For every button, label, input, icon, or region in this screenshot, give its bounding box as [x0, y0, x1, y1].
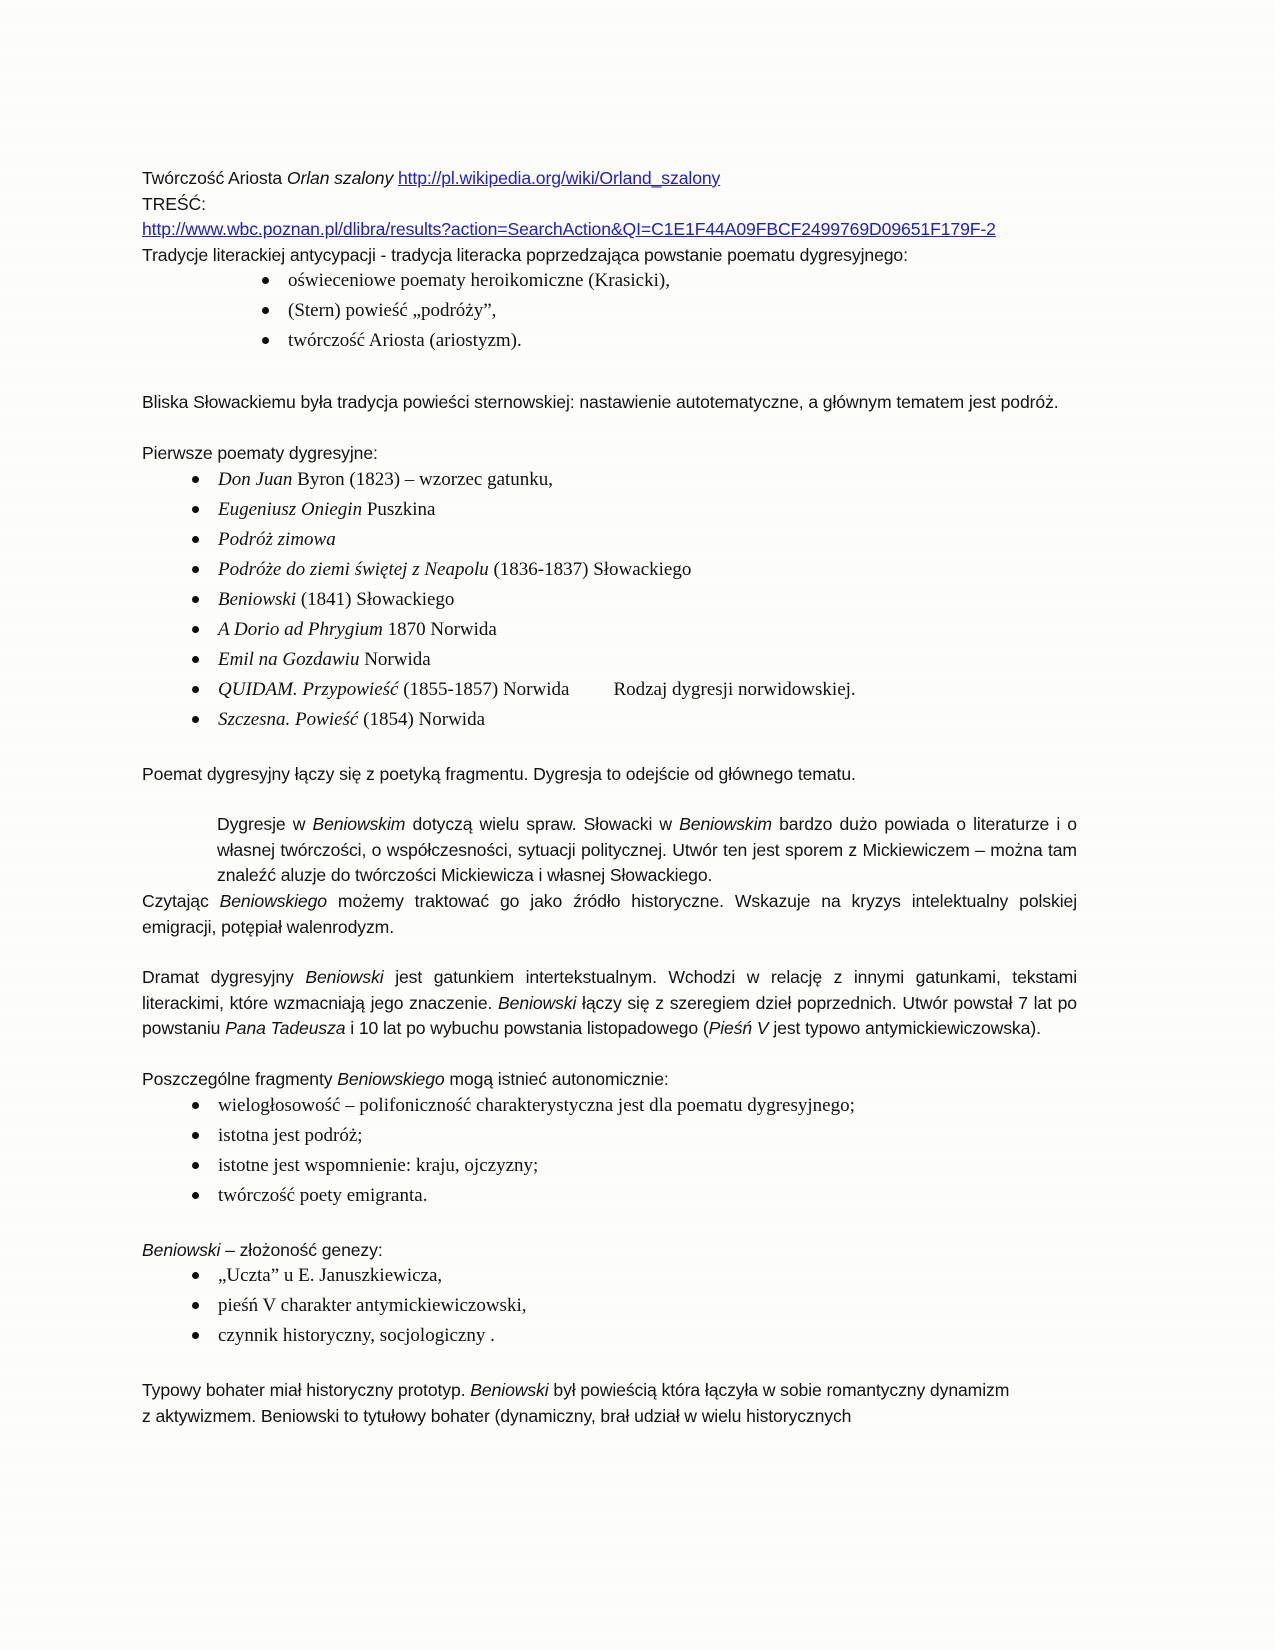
list-item	[184, 467, 1077, 492]
list-item: wielogłosowość – polifoniczność charakterystyczna jest dla poematu dygresyjnego;	[184, 1093, 1077, 1118]
spacer	[142, 940, 1077, 965]
list-item: (Stern) powieść „podróży”,	[254, 298, 1077, 323]
title-work-italic: Orlan szalony	[286, 168, 394, 188]
work-rest: 1870 Norwida	[382, 618, 497, 640]
list-item: oświeceniowe poematy heroikomiczne (Krasicki),	[254, 268, 1077, 293]
tradycje-list	[254, 268, 1077, 353]
work-title: Beniowski	[305, 967, 384, 988]
work-rest: Norwida	[359, 648, 431, 670]
ostatni-paragraph: z aktywizmem. Beniowski to tytułowy bohater (dynamiczny, brał udział w wielu historycznych	[142, 1405, 852, 1426]
work-title: Beniowski	[470, 1380, 549, 1401]
work-title: Pieśń V	[708, 1018, 769, 1039]
text-run: Poszczególne fragmenty	[142, 1068, 338, 1089]
list-item: czynnik historyczny, socjologiczny .	[184, 1323, 1077, 1348]
work-title: Pana Tadeusza	[225, 1018, 346, 1039]
list-item: twórczość Ariosta (ariostyzm).	[254, 328, 1077, 353]
text-run: Dygresje w	[217, 814, 313, 835]
work-rest: Puszkina	[362, 498, 436, 520]
work-rest: Byron (1823) – wzorzec gatunku,	[292, 468, 554, 490]
poszczegolne-list	[184, 1093, 1077, 1208]
dlibra-link[interactable]: http://www.wbc.poznan.pl/dlibra/results?action=SearchAction&QI=C1E1F44A09FBCF2499769D09651F179F-2	[142, 219, 996, 240]
text-run: dotyczą wielu spraw. Słowacki w	[405, 814, 680, 835]
document-body	[142, 166, 1077, 1429]
work-rest: (1854) Norwida	[358, 708, 486, 730]
dygresje-paragraph	[217, 812, 1077, 889]
work-title: Beniowskiego	[219, 890, 327, 911]
text-run: był powieścią która łączyła w sobie romantyczny dynamizm	[548, 1380, 1010, 1401]
list-item: istotna jest podróż;	[184, 1123, 1077, 1148]
text-run: łączy się z szeregiem dzieł poprzednich. Utwór powstał 7 lat po powstaniu	[142, 992, 1077, 1039]
spacer	[142, 416, 1077, 441]
text-run: Dramat dygresyjny	[142, 967, 306, 988]
tradycje-heading: Tradycje literackiej antycypacji - tradycja literacka poprzedzająca powstanie poematu dygresyjnego:	[142, 244, 908, 265]
text-run: możemy traktować go jako źródło historyczne. Wskazuje na kryzys intelektualny polskiej emigracji, potępiał walenrodyzm.	[142, 890, 1078, 937]
czytajac-paragraph	[142, 889, 1077, 940]
work-title: A Dorio ad Phrygium	[218, 618, 383, 640]
text-run: i 10 lat po wybuchu powstania listopadowego (	[345, 1018, 709, 1039]
work-rest: (1836-1837) Słowackiego	[488, 558, 692, 580]
text-run: mogą istnieć autonomicznie:	[444, 1068, 669, 1089]
list-item: „Uczta” u E. Januszkiewicza,	[184, 1263, 1077, 1288]
work-title: Emil na Gozdawiu	[218, 648, 360, 670]
list-item	[184, 617, 1077, 642]
work-title: Beniowski	[142, 1239, 221, 1260]
work-title: Szczesna. Powieść	[218, 708, 359, 730]
list-item	[184, 707, 1077, 732]
pierwsze-list	[184, 467, 1077, 732]
work-title: Eugeniusz Oniegin	[218, 498, 363, 520]
list-item: twórczość poety emigranta.	[184, 1183, 1077, 1208]
work-title: QUIDAM. Przypowieść	[218, 678, 399, 700]
geneza-list	[184, 1263, 1077, 1348]
title-line	[142, 166, 1077, 192]
dramat-paragraph	[142, 965, 1077, 1042]
list-item	[184, 497, 1077, 522]
wikipedia-link[interactable]: http://pl.wikipedia.org/wiki/Orland_szalony	[397, 168, 721, 188]
tresc-link-line	[142, 217, 1077, 243]
text-run: bardzo dużo powiada o literaturze i o własnej twórczości, o współczesności, sytuacji politycznej. Utwór ten jest sporem z Mickiewiczem – można tam znaleźć aluzje do twórczości Mickiewicza i własnej Słowackiego.	[217, 814, 1077, 886]
work-title: Podróż zimowa	[218, 528, 336, 550]
list-item	[184, 647, 1077, 672]
text-run: jest gatunkiem intertekstualnym. Wchodzi w relację z innymi gatunkami, tekstami literackimi, które wzmacniają jego znaczenie.	[142, 967, 1078, 1013]
spacer	[142, 358, 1077, 390]
list-item	[184, 677, 1077, 702]
work-note: Rodzaj dygresji norwidowskiej.	[613, 678, 856, 700]
poszczegolne-heading	[142, 1067, 1077, 1093]
work-title: Beniowskiego	[337, 1068, 445, 1089]
list-item: istotne jest wspomnienie: kraju, ojczyzny;	[184, 1153, 1077, 1178]
typowy-paragraph	[142, 1378, 1077, 1404]
text-run: Czytając	[142, 890, 220, 911]
spacer	[142, 737, 1077, 762]
text-run: jest typowo antymickiewiczowska).	[768, 1018, 1041, 1039]
work-title: Beniowskim	[679, 814, 772, 835]
geneza-heading	[142, 1238, 1077, 1264]
work-title: Don Juan	[218, 468, 293, 490]
list-item	[184, 557, 1077, 582]
list-item	[184, 527, 1077, 552]
list-item	[184, 587, 1077, 612]
spacer	[142, 1353, 1077, 1378]
work-rest: (1855-1857) Norwida	[398, 678, 570, 700]
pierwsze-heading: Pierwsze poematy dygresyjne:	[142, 442, 378, 463]
tresc-label: TREŚĆ:	[142, 193, 206, 214]
work-title: Beniowski	[498, 992, 577, 1013]
title-prefix: Twórczość Ariosta	[142, 168, 287, 188]
work-title: Podróże do ziemi świętej z Neapolu	[218, 558, 489, 580]
work-title: Beniowskim	[312, 814, 406, 835]
bliska-paragraph: Bliska Słowackiemu była tradycja powieści sternowskiej: nastawienie autotematyczne, a głównym tematem jest podróż.	[142, 392, 1059, 413]
spacer	[142, 1213, 1077, 1238]
work-title: Beniowski	[218, 588, 297, 610]
spacer	[142, 1042, 1077, 1067]
poemat-paragraph: Poemat dygresyjny łączy się z poetyką fragmentu. Dygresja to odejście od głównego tematu.	[142, 763, 856, 784]
list-item: pieśń V charakter antymickiewiczowski,	[184, 1293, 1077, 1318]
text-run: Typowy bohater miał historyczny prototyp.	[142, 1380, 471, 1401]
text-run: – złożoność genezy:	[220, 1239, 383, 1260]
spacer	[142, 787, 1077, 812]
work-rest: (1841) Słowackiego	[296, 588, 455, 610]
